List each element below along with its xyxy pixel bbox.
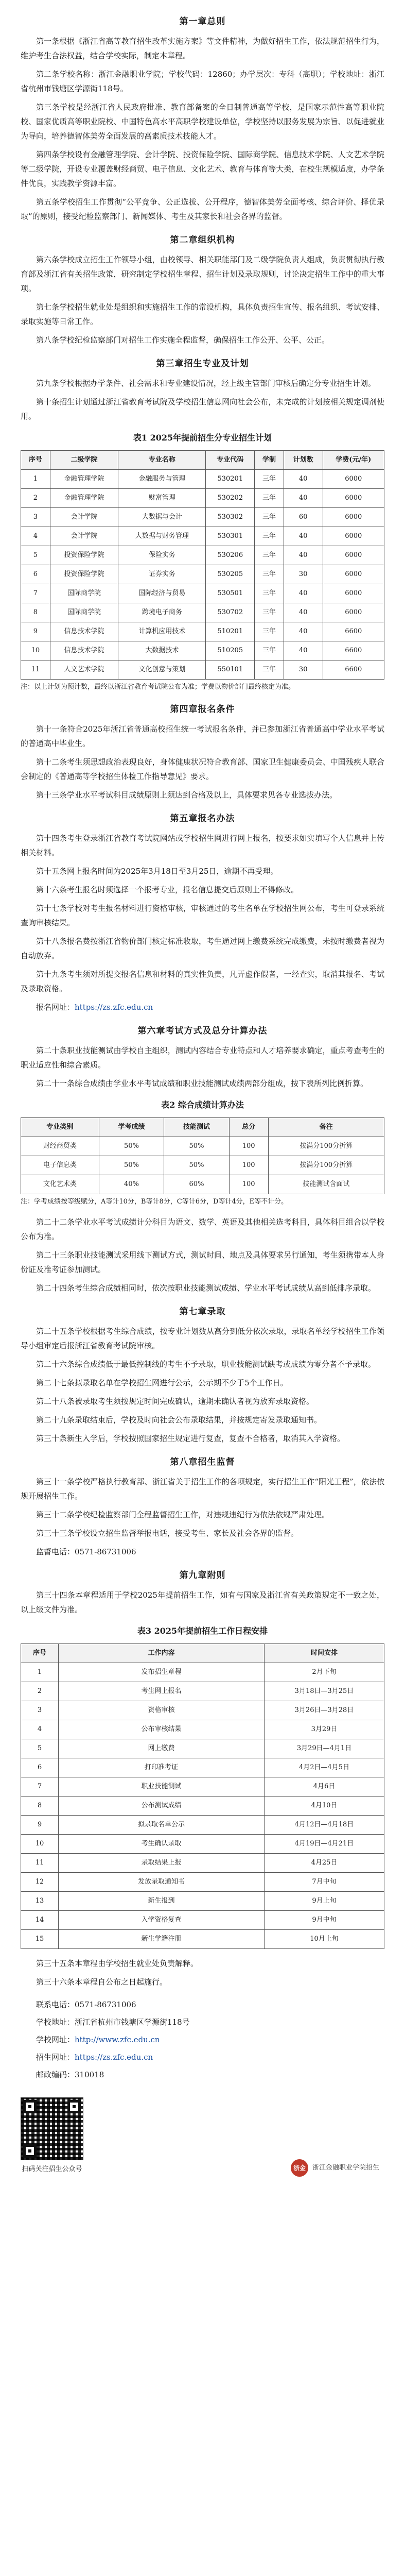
qr-block (21, 2097, 83, 2177)
paragraph: 第三十六条本章程自公布之日起施行。 (36, 1977, 168, 1987)
table-cell: 1 (21, 1663, 59, 1682)
table-cell: 7 (21, 584, 50, 603)
paragraph: 第三十二条学校纪检监察部门全程监督招生工作，对违规违纪行为依法依规严肃处理。 (36, 1510, 330, 1519)
table-cell: 保险实务 (118, 546, 206, 565)
contact-postcode: 310018 (75, 2070, 104, 2079)
paragraph: 第二条学校名称：浙江金融职业学院；学校代码：12860；办学层次：专科（高职）；学校地址：浙江省杭州市钱塘区学源街118号。 (21, 70, 384, 93)
plan-table (21, 450, 384, 680)
table-cell: 100 (229, 1175, 268, 1194)
table-cell: 11 (21, 660, 50, 680)
paragraph: 第十九条考生须对所提交报名信息和材料的真实性负责，凡弄虚作假者，一经查实，取消其报名、考试及录取资格。 (21, 970, 384, 993)
table-cell: 国际经济与贸易 (118, 584, 206, 603)
table-cell: 4月2日—4月5日 (265, 1758, 384, 1777)
table-cell: 530206 (206, 546, 255, 565)
score-table-body (21, 1137, 384, 1194)
table-cell: 9 (21, 1816, 59, 1835)
paragraph: 第十二条考生须思想政治表现良好，身体健康状况符合教育部、国家卫生健康委员会、中国残疾人联合会制定的《普通高等学校招生体检工作指导意见》要求。 (21, 757, 384, 781)
table-row (21, 1892, 384, 1911)
chapter-title: 第九章附则 (179, 1570, 226, 1581)
brand-badge (291, 2159, 379, 2177)
table-cell: 4月10日 (265, 1797, 384, 1816)
table-cell: 信息技术学院 (50, 622, 118, 641)
table-row (21, 1720, 384, 1739)
table-cell: 6600 (323, 622, 384, 641)
table-cell: 530202 (206, 489, 255, 508)
table-cell: 大数据与会计 (118, 508, 206, 527)
table-cell: 投资保险学院 (50, 565, 118, 584)
table-cell: 13 (21, 1892, 59, 1911)
paragraph: 第三十一条学校严格执行教育部、浙江省关于招生工作的各项规定，实行招生工作“阳光工程”，依法依规开展招生工作。 (21, 1477, 384, 1501)
table-header-cell: 总分 (229, 1118, 268, 1137)
contact-address-line (21, 2015, 384, 2029)
contact-postcode-line (21, 2067, 384, 2082)
table-row (21, 603, 384, 622)
brand-name: 浙江金融职业学院招生 (312, 2164, 379, 2172)
hotline-label: 监督电话： (36, 1547, 75, 1556)
qr-finder-icon (67, 2100, 81, 2113)
paragraph: 第十三条学业水平考试科目成绩原则上须达到合格及以上，具体要求见各专业选拔办法。 (36, 790, 338, 800)
table-cell: 50% (99, 1137, 164, 1156)
table-cell: 9月上旬 (265, 1892, 384, 1911)
table-cell: 100 (229, 1137, 268, 1156)
table-cell: 信息技术学院 (50, 641, 118, 660)
paragraph: 第二十六条综合成绩低于最低控制线的考生不予录取，职业技能测试缺考或成绩为零分者不予录取。 (36, 1360, 376, 1369)
chapter1-body (21, 34, 384, 224)
table-cell: 60% (164, 1175, 229, 1194)
table-cell: 10月上旬 (265, 1930, 384, 1949)
table-cell: 40 (284, 470, 323, 489)
table-cell: 三年 (255, 622, 284, 641)
table-cell: 3月18日—3月25日 (265, 1682, 384, 1701)
table-cell: 大数据与财务管理 (118, 527, 206, 546)
table-cell: 15 (21, 1930, 59, 1949)
table-header-cell: 二级学院 (50, 451, 118, 470)
table-cell: 3月29日 (265, 1720, 384, 1739)
table-cell: 考生网上报名 (59, 1682, 265, 1701)
table-cell: 10 (21, 1835, 59, 1854)
contact-phone-line (21, 1997, 384, 2012)
paragraph: 第二十九条录取结束后，学校及时向社会公布录取结果，并按规定寄发录取通知书。 (36, 1415, 322, 1425)
contact-label: 学校网址： (36, 2035, 75, 2044)
table-cell: 国际商学院 (50, 584, 118, 603)
paragraph: 第三十三条学校设立招生监督举报电话，接受考生、家长及社会各界的监督。 (36, 1529, 299, 1538)
qr-finder-icon (23, 2144, 37, 2158)
table-cell: 6000 (323, 489, 384, 508)
table-row (21, 508, 384, 527)
table-row (21, 660, 384, 680)
table-cell: 40 (284, 603, 323, 622)
table-cell: 国际商学院 (50, 603, 118, 622)
table-header-cell: 专业名称 (118, 451, 206, 470)
table-cell: 530201 (206, 470, 255, 489)
table-cell: 6000 (323, 584, 384, 603)
table-cell: 530501 (206, 584, 255, 603)
contact-label: 联系电话： (36, 2000, 75, 2009)
table-cell: 资格审核 (59, 1701, 265, 1720)
table-cell: 6 (21, 1758, 59, 1777)
table-cell: 530702 (206, 603, 255, 622)
table-row (21, 1777, 384, 1797)
table-cell: 三年 (255, 641, 284, 660)
footer (21, 2097, 384, 2177)
table-cell: 技能测试含面试 (268, 1175, 384, 1194)
table-cell: 三年 (255, 565, 284, 584)
contact-address: 浙江省杭州市钱塘区学源街118号 (75, 2018, 190, 2027)
paragraph: 第十八条报名费按浙江省物价部门核定标准收取，考生通过网上缴费系统完成缴费，未按时缴费者视为自动放弃。 (21, 937, 384, 960)
table-cell: 3 (21, 1701, 59, 1720)
table-cell: 考生确认录取 (59, 1835, 265, 1854)
portal-line (21, 1000, 384, 1014)
paragraph: 第二十八条被录取考生须按规定时间完成确认，逾期未确认者视为放弃录取资格。 (36, 1397, 314, 1406)
table-cell: 拟录取名单公示 (59, 1816, 265, 1835)
table-cell: 金融服务与管理 (118, 470, 206, 489)
table-row (21, 1682, 384, 1701)
table-cell: 6000 (323, 508, 384, 527)
paragraph: 第三十五条本章程由学校招生就业处负责解释。 (36, 1959, 199, 1968)
table-row (21, 1911, 384, 1930)
table-header-cell: 序号 (21, 1644, 59, 1663)
table-cell: 50% (164, 1156, 229, 1175)
table-cell: 6 (21, 565, 50, 584)
paragraph: 第三十四条本章程适用于学校2025年提前招生工作，如有与国家及浙江省有关政策规定不一致之处，以上级文件为准。 (21, 1590, 384, 1614)
table-cell: 金融管理学院 (50, 489, 118, 508)
table-cell: 40 (284, 527, 323, 546)
table-cell: 3月29日—4月1日 (265, 1739, 384, 1758)
table-header-row (21, 1118, 384, 1137)
table-cell: 6600 (323, 660, 384, 680)
table-cell: 6600 (323, 641, 384, 660)
paragraph: 第十五条网上报名时间为2025年3月18日至3月25日，逾期不再受理。 (36, 867, 278, 876)
table-cell: 530301 (206, 527, 255, 546)
table-row (21, 565, 384, 584)
table-header-cell: 专业代码 (206, 451, 255, 470)
chapter2-body (21, 252, 384, 347)
chapter-title: 第八章招生监督 (170, 1457, 235, 1467)
table-cell: 30 (284, 660, 323, 680)
paragraph: 第八条学校纪检监察部门对招生工作实施全程监督，确保招生工作公开、公平、公正。 (36, 335, 330, 345)
table-cell: 投资保险学院 (50, 546, 118, 565)
table-cell: 40 (284, 584, 323, 603)
contact-block (21, 1997, 384, 2082)
hotline-number: 0571-86731006 (75, 1547, 136, 1556)
table-cell: 100 (229, 1156, 268, 1175)
contact-label: 学校地址： (36, 2018, 75, 2027)
table-cell: 40 (284, 489, 323, 508)
paragraph: 第七条学校招生就业处是组织和实施招生工作的常设机构，具体负责招生宣传、报名组织、考试安排、录取实施等日常工作。 (21, 302, 384, 326)
paragraph: 第十条招生计划通过浙江省教育考试院及学校招生信息网向社会公布，未完成的计划按相关规定调剂使用。 (21, 397, 384, 421)
table-header-cell: 学费(元/年) (323, 451, 384, 470)
table-cell: 财经商贸类 (21, 1137, 99, 1156)
table-cell: 5 (21, 546, 50, 565)
table-cell: 证券实务 (118, 565, 206, 584)
table-cell: 按满分100分折算 (268, 1156, 384, 1175)
paragraph: 第十六条考生报名时须选择一个报考专业，报名信息提交后原则上不得修改。 (36, 885, 299, 894)
table-cell: 三年 (255, 546, 284, 565)
paragraph: 第二十五条学校根据考生综合成绩，按专业计划数从高分到低分依次录取，录取名单经学校招生工作领导小组审定后报浙江省教育考试院审核。 (21, 1327, 384, 1350)
table-cell: 510205 (206, 641, 255, 660)
table-cell: 6000 (323, 470, 384, 489)
table-cell: 40 (284, 546, 323, 565)
chapter-title: 第六章考试方式及总分计算办法 (137, 1026, 268, 1036)
table-cell: 40% (99, 1175, 164, 1194)
table-header-cell: 专业类别 (21, 1118, 99, 1137)
table-header-row (21, 1644, 384, 1663)
table-cell: 会计学院 (50, 508, 118, 527)
table-row (21, 1156, 384, 1175)
qr-caption: 扫码关注招生公众号 (22, 2165, 82, 2173)
paragraph: 第十一条符合2025年浙江省普通高校招生统一考试报名条件，并已参加浙江省普通高中学业水平考试的普通高中毕业生。 (21, 724, 384, 748)
table-cell: 4 (21, 1720, 59, 1739)
table-cell: 职业技能测试 (59, 1777, 265, 1797)
table-cell: 7月中旬 (265, 1873, 384, 1892)
table-cell: 6000 (323, 527, 384, 546)
schedule-table-body (21, 1663, 384, 1949)
paragraph: 第十七条学校对考生报名材料进行资格审核，审核通过的考生名单在学校招生网公布，考生可登录系统查询审核结果。 (21, 904, 384, 927)
table-cell: 40 (284, 641, 323, 660)
contact-label: 招生网址： (36, 2053, 75, 2062)
chapter-title: 第四章报名条件 (170, 704, 235, 715)
table-cell: 6000 (323, 603, 384, 622)
table-cell: 新生学籍注册 (59, 1930, 265, 1949)
table-row (21, 546, 384, 565)
table-row (21, 1835, 384, 1854)
table-row (21, 1930, 384, 1949)
hotline-line (21, 1545, 384, 1559)
table-cell: 5 (21, 1739, 59, 1758)
paragraph: 第二十一条综合成绩由学业水平考试成绩和职业技能测试成绩两部分组成，按下表所列比例折算。 (36, 1079, 368, 1088)
table-cell: 550101 (206, 660, 255, 680)
table-cell: 打印准考证 (59, 1758, 265, 1777)
table-cell: 4月12日—4月18日 (265, 1816, 384, 1835)
table-cell: 网上缴费 (59, 1739, 265, 1758)
table-header-cell: 学考成绩 (99, 1118, 164, 1137)
contact-label: 邮政编码： (36, 2070, 75, 2079)
table-note: 注：以上计划为预计数，最终以浙江省教育考试院公布为准；学费以物价部门最终核定为准。 (21, 683, 295, 691)
table-cell: 财富管理 (118, 489, 206, 508)
table-cell: 三年 (255, 603, 284, 622)
table-header-cell: 时间安排 (265, 1644, 384, 1663)
paragraph: 第四条学校设有金融管理学院、会计学院、投资保险学院、国际商学院、信息技术学院、人文艺术学院等二级学院，开设专业覆盖财经商贸、电子信息、文化艺术、教育与体育等大类，在校生规模适度，办学条件优良，实践教学资源丰富。 (21, 150, 384, 188)
table-cell: 2月下旬 (265, 1663, 384, 1682)
table-cell: 文化艺术类 (21, 1175, 99, 1194)
table-row (21, 1758, 384, 1777)
table-title: 表3 2025年提前招生工作日程安排 (137, 1626, 268, 1636)
chapter-title: 第五章报名办法 (170, 814, 235, 824)
table-row (21, 1663, 384, 1682)
table-row (21, 1854, 384, 1873)
table-cell: 9 (21, 622, 50, 641)
paragraph: 第三条学校是经浙江省人民政府批准、教育部备案的全日制普通高等学校，是国家示范性高等职业院校、国家优质高等职业院校、中国特色高水平高职学校建设单位，学校坚持以服务发展为宗旨、以促进就业为导向，培养德智体美劳全面发展的高素质技术技能人才。 (21, 103, 384, 141)
brand-logo-icon: 浙金 (291, 2159, 308, 2177)
table-cell: 4月25日 (265, 1854, 384, 1873)
table-cell: 三年 (255, 470, 284, 489)
table-cell: 3 (21, 508, 50, 527)
table-cell: 30 (284, 565, 323, 584)
paragraph: 第三十条新生入学后，学校按照国家招生规定进行复查，复查不合格者，取消其入学资格。 (36, 1434, 345, 1443)
table-cell: 金融管理学院 (50, 470, 118, 489)
table-cell: 文化创意与策划 (118, 660, 206, 680)
table-cell: 三年 (255, 489, 284, 508)
table-cell: 发布招生章程 (59, 1663, 265, 1682)
contact-zs-line (21, 2050, 384, 2064)
table-row (21, 1137, 384, 1156)
table-row (21, 1701, 384, 1720)
table-cell: 4月19日—4月21日 (265, 1835, 384, 1854)
table-cell: 入学资格复查 (59, 1911, 265, 1930)
table-cell: 按满分100分折算 (268, 1137, 384, 1156)
table-row (21, 1816, 384, 1835)
table-row (21, 1739, 384, 1758)
table-cell: 7 (21, 1777, 59, 1797)
table-cell: 3月26日—3月28日 (265, 1701, 384, 1720)
chapter-title: 第三章招生专业及计划 (156, 359, 249, 369)
table-row (21, 1873, 384, 1892)
table-cell: 6000 (323, 565, 384, 584)
table-cell: 电子信息类 (21, 1156, 99, 1175)
table-cell: 人文艺术学院 (50, 660, 118, 680)
admission-site-link[interactable]: https://zs.zfc.edu.cn (75, 2053, 153, 2062)
table-row (21, 489, 384, 508)
table-cell: 11 (21, 1854, 59, 1873)
table-cell: 2 (21, 1682, 59, 1701)
table-cell: 9月中旬 (265, 1911, 384, 1930)
paragraph: 第二十七条拟录取名单在学校招生网进行公示，公示期不少于5个工作日。 (36, 1378, 288, 1387)
table-cell: 三年 (255, 527, 284, 546)
table-cell: 50% (164, 1137, 229, 1156)
table-cell: 510201 (206, 622, 255, 641)
paragraph: 第二十二条学业水平考试成绩计分科目为语文、数学、英语及其他相关选考科目，具体科目组合以学校公布为准。 (21, 1217, 384, 1241)
table-header-cell: 序号 (21, 451, 50, 470)
paragraph: 第十四条考生登录浙江省教育考试院网站或学校招生网进行网上报名，按要求如实填写个人信息并上传相关材料。 (21, 834, 384, 857)
paragraph: 第五条学校招生工作贯彻“公平竞争、公正选拔、公开程序，德智体美劳全面考核、综合评价、择优录取”的原则，接受纪检监察部门、新闻媒体、考生及其家长和社会各界的监督。 (21, 197, 384, 221)
table-cell: 6000 (323, 546, 384, 565)
paragraph: 第一条根据《浙江省高等教育招生改革实施方案》等文件精神，为做好招生工作，依法规范招生行为，维护考生合法权益，结合学校实际，制定本章程。 (21, 37, 384, 60)
table-header-row (21, 451, 384, 470)
paragraph: 第二十条职业技能测试由学校自主组织，测试内容结合专业特点和人才培养要求确定，重点考查考生的职业适应性和综合素质。 (21, 1046, 384, 1070)
score-table (21, 1117, 384, 1194)
table-cell: 发放录取通知书 (59, 1873, 265, 1892)
table-cell: 公布审核结果 (59, 1720, 265, 1739)
table-cell: 三年 (255, 508, 284, 527)
table-header-cell: 工作内容 (59, 1644, 265, 1663)
table-cell: 1 (21, 470, 50, 489)
table-cell: 公布测试成绩 (59, 1797, 265, 1816)
portal-label: 报名网址： (36, 1003, 75, 1012)
table-header-cell: 备注 (268, 1118, 384, 1137)
table-row (21, 527, 384, 546)
table-cell: 三年 (255, 584, 284, 603)
table-row (21, 584, 384, 603)
table-header-cell: 技能测试 (164, 1118, 229, 1137)
table-cell: 8 (21, 603, 50, 622)
table-cell: 14 (21, 1911, 59, 1930)
table-cell: 会计学院 (50, 527, 118, 546)
contact-phone: 0571-86731006 (75, 2000, 136, 2009)
paragraph: 第二十四条考生综合成绩相同时，依次按职业技能测试成绩、学业水平考试成绩从高到低排序录取。 (36, 1283, 376, 1293)
plan-table-body (21, 470, 384, 680)
chapter-title: 第二章组织机构 (170, 235, 235, 245)
table-cell: 530205 (206, 565, 255, 584)
table-title: 表2 综合成绩计算办法 (161, 1100, 244, 1110)
chapter-title: 第七章录取 (179, 1307, 226, 1317)
table-cell: 12 (21, 1873, 59, 1892)
table-row (21, 622, 384, 641)
table-cell: 60 (284, 508, 323, 527)
table-cell: 新生报到 (59, 1892, 265, 1911)
table-title: 表1 2025年提前招生分专业招生计划 (133, 433, 272, 443)
schedule-table (21, 1643, 384, 1949)
paragraph: 第六条学校成立招生工作领导小组，由校领导、相关职能部门及二级学院负责人组成，负责贯彻执行教育部及浙江省有关招生政策，研究制定学校招生章程、招生计划及录取规则，讨论决定招生工作中的重大事项。 (21, 255, 384, 293)
table-header-cell: 学制 (255, 451, 284, 470)
table-row (21, 1797, 384, 1816)
table-cell: 4 (21, 527, 50, 546)
table-cell: 大数据技术 (118, 641, 206, 660)
table-cell: 40 (284, 622, 323, 641)
table-row (21, 641, 384, 660)
qr-code-icon[interactable] (21, 2097, 83, 2160)
table-cell: 三年 (255, 660, 284, 680)
table-cell: 跨境电子商务 (118, 603, 206, 622)
table-cell: 10 (21, 641, 50, 660)
qr-finder-icon (23, 2100, 37, 2113)
table-cell: 计算机应用技术 (118, 622, 206, 641)
portal-link[interactable]: https://zs.zfc.edu.cn (75, 1003, 153, 1012)
paragraph: 第九条学校根据办学条件、社会需求和专业建设情况，经上级主管部门审核后确定分专业招生计划。 (36, 379, 376, 388)
table-row (21, 470, 384, 489)
table-note: 注：学考成绩按等级赋分，A等计10分，B等计8分，C等计6分，D等计4分，E等不计分。 (21, 1198, 288, 1206)
table-row (21, 1175, 384, 1194)
table-cell: 50% (99, 1156, 164, 1175)
chapter-title: 第一章总则 (179, 16, 226, 27)
table-cell: 录取结果上报 (59, 1854, 265, 1873)
contact-site-line (21, 2032, 384, 2047)
table-cell: 4月6日 (265, 1777, 384, 1797)
school-site-link[interactable]: http://www.zfc.edu.cn (75, 2035, 160, 2044)
table-cell: 2 (21, 489, 50, 508)
paragraph: 第二十三条职业技能测试采用线下测试方式，测试时间、地点及具体要求另行通知，考生须携带本人身份证及准考证参加测试。 (21, 1250, 384, 1274)
table-cell: 530302 (206, 508, 255, 527)
table-header-cell: 计划数 (284, 451, 323, 470)
table-cell: 8 (21, 1797, 59, 1816)
